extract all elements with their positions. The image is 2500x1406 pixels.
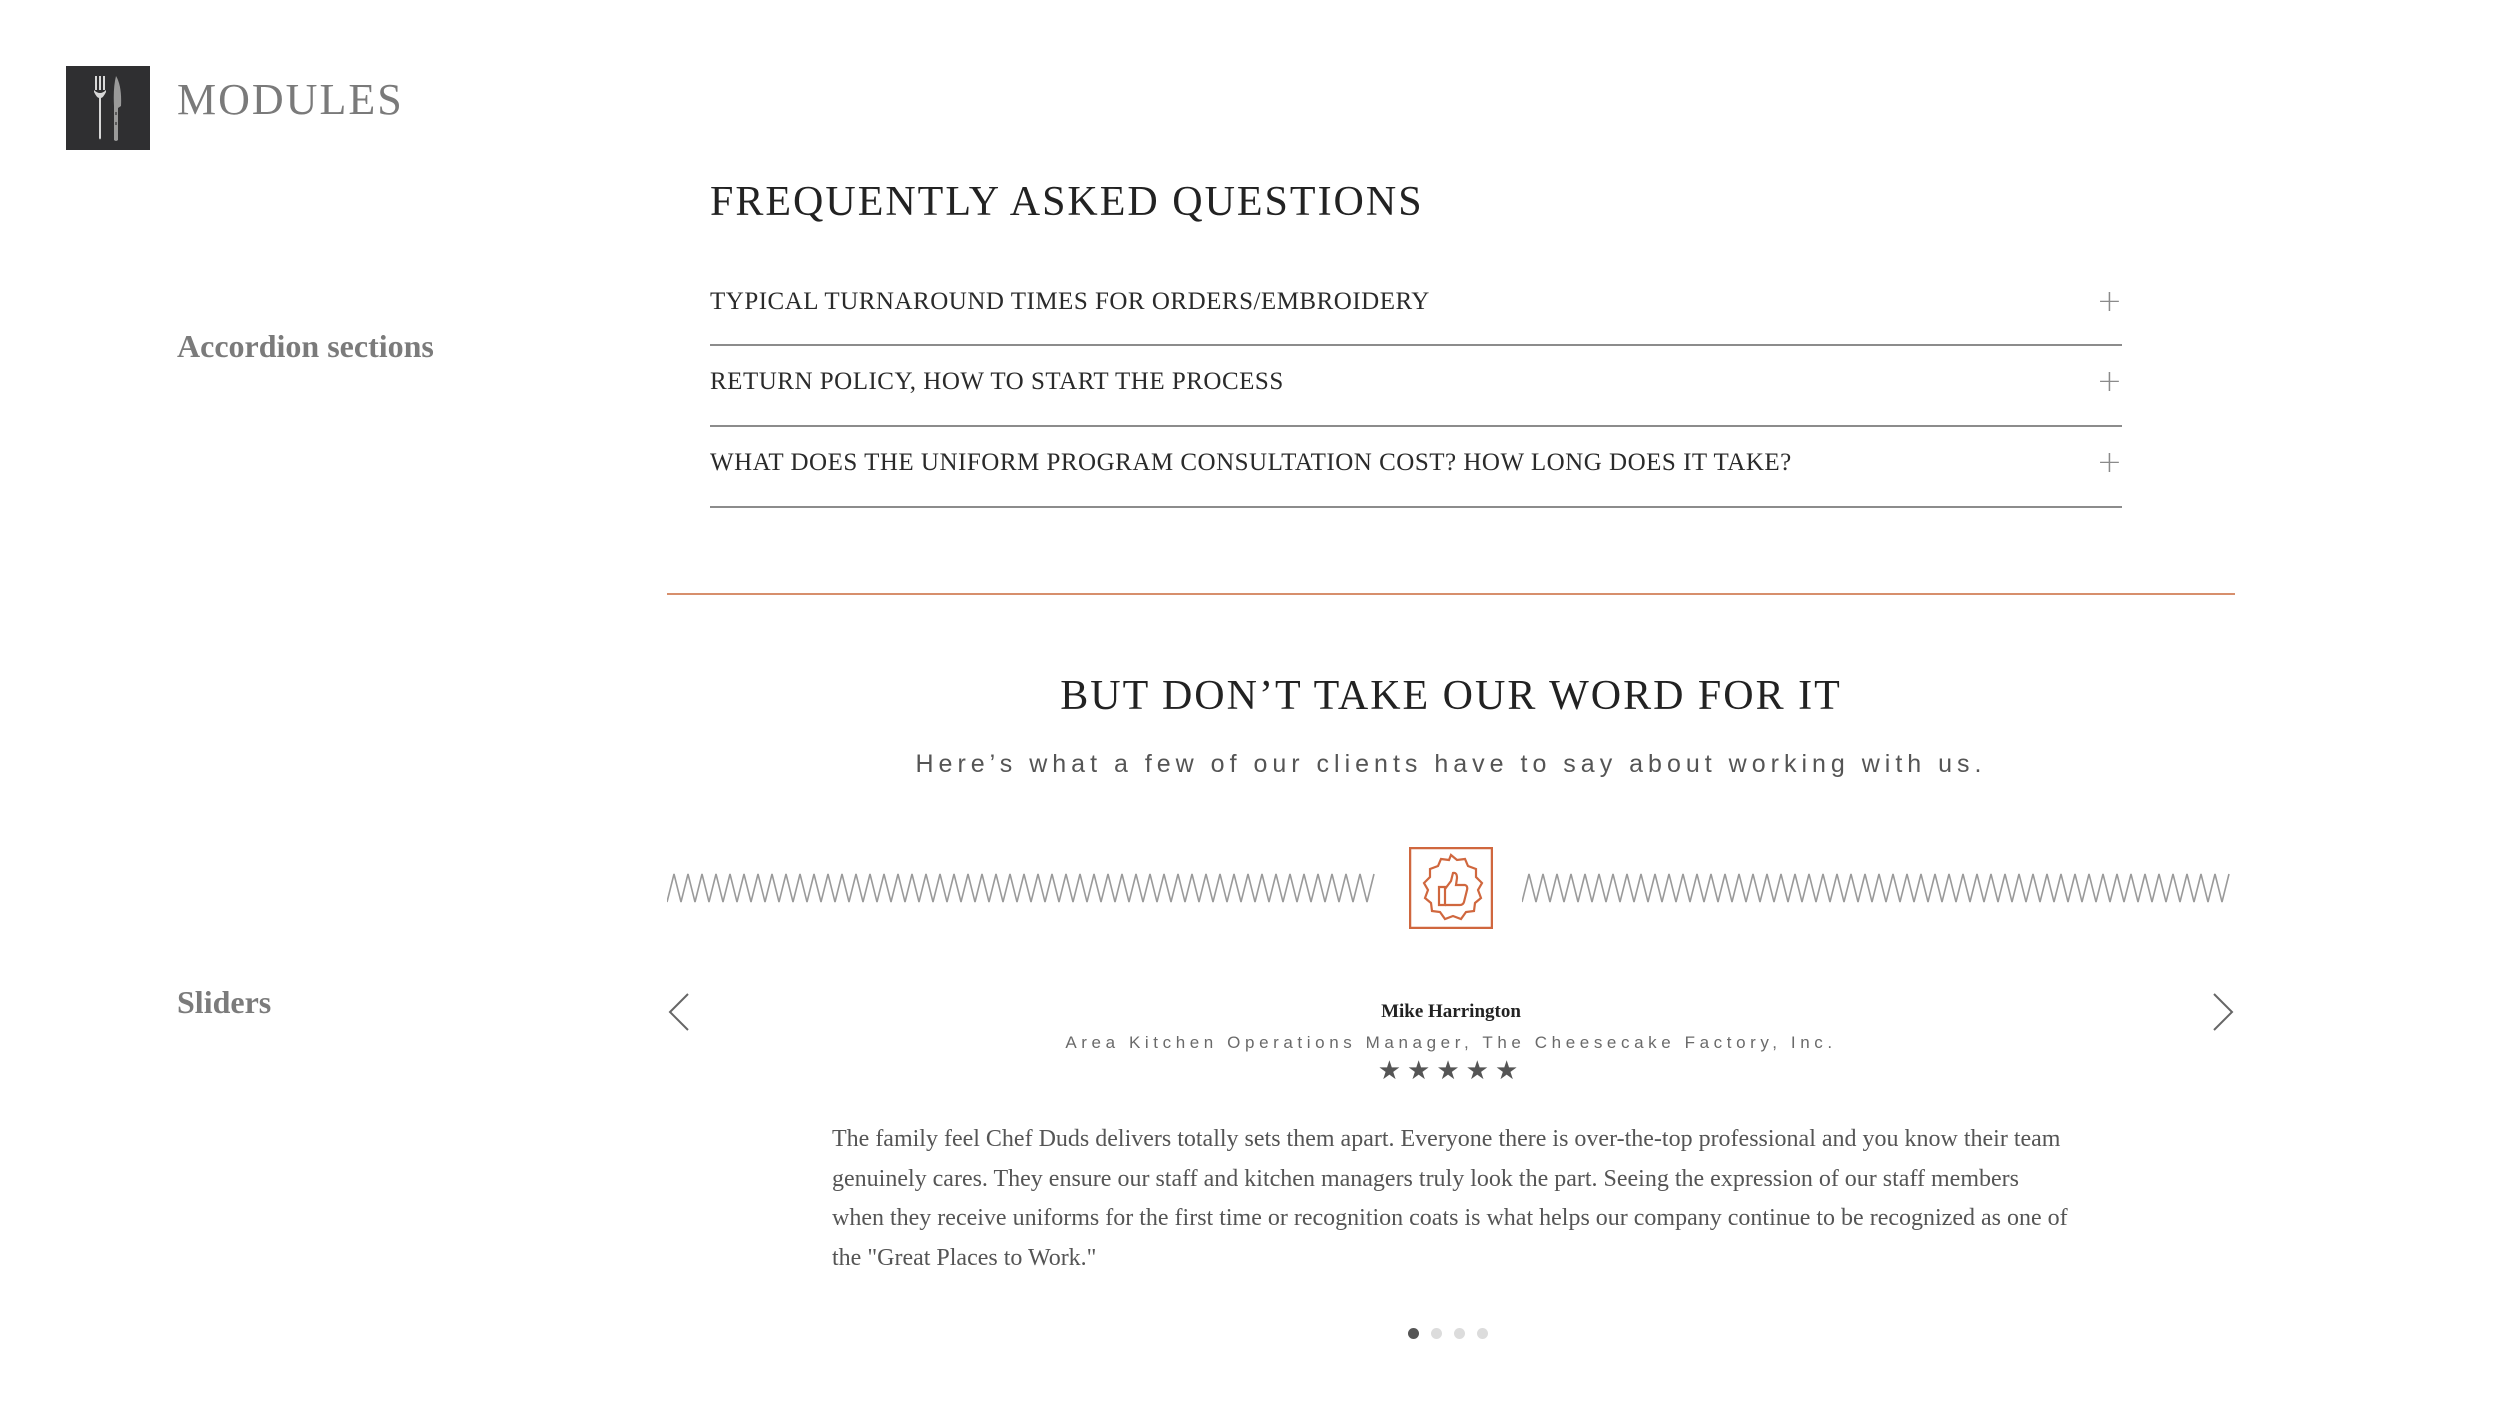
plus-icon[interactable]: + [2096, 364, 2122, 399]
slider-pagination [1408, 1328, 1488, 1339]
zigzag-divider-right [1522, 872, 2235, 904]
testimonial-author-role: Area Kitchen Operations Manager, The Cheesecake Factory, Inc. [1065, 1033, 1837, 1052]
fork-knife-logo-icon [66, 66, 150, 150]
section-label-sliders: Sliders [177, 984, 272, 1020]
zigzag-divider-left [667, 872, 1380, 904]
accordion-item-label: WHAT DOES THE UNIFORM PROGRAM CONSULTATION COST? HOW LONG DOES IT TAKE? [710, 449, 1792, 476]
plus-icon[interactable]: + [2096, 284, 2122, 319]
testimonial-quote: The family feel Chef Duds delivers totally sets them apart. Everyone there is over-the-top professional and you know their team genuinely cares. They ensure our staff and kitchen managers truly look the part. Seeing the expression of our staff members when they receive uniforms for the first time or recognition coats is what helps our company continue to be recognized as one of the "Great Places to Work." [832, 1126, 2068, 1271]
page-title: MODULES [177, 75, 404, 124]
accordion-item-label: TYPICAL TURNAROUND TIMES FOR ORDERS/EMBROIDERY [710, 288, 1430, 315]
accordion-item[interactable] [710, 346, 2122, 427]
faq-title: FREQUENTLY ASKED QUESTIONS [710, 179, 1424, 225]
accordion-item[interactable] [710, 427, 2122, 508]
testimonial-author-name: Mike Harrington [1381, 1001, 1521, 1022]
accordion-item-label: RETURN POLICY, HOW TO START THE PROCESS [710, 368, 1284, 395]
pagination-dot[interactable] [1454, 1328, 1465, 1339]
logo[interactable] [66, 66, 150, 150]
testimonials-title: BUT DON’T TAKE OUR WORD FOR IT [1060, 673, 1842, 719]
plus-icon[interactable]: + [2096, 445, 2122, 480]
section-divider [667, 593, 2235, 595]
thumbs-up-badge-icon [1409, 847, 1493, 929]
pagination-dot[interactable] [1431, 1328, 1442, 1339]
section-label-accordion: Accordion sections [177, 328, 434, 364]
pagination-dot[interactable] [1408, 1328, 1419, 1339]
pagination-dot[interactable] [1477, 1328, 1488, 1339]
accordion-item[interactable] [710, 266, 2122, 346]
testimonials-subtitle: Here’s what a few of our clients have to say about working with us. [915, 750, 1987, 778]
star-rating: ★★★★★ [1377, 1056, 1525, 1086]
faq-accordion [710, 266, 2122, 508]
